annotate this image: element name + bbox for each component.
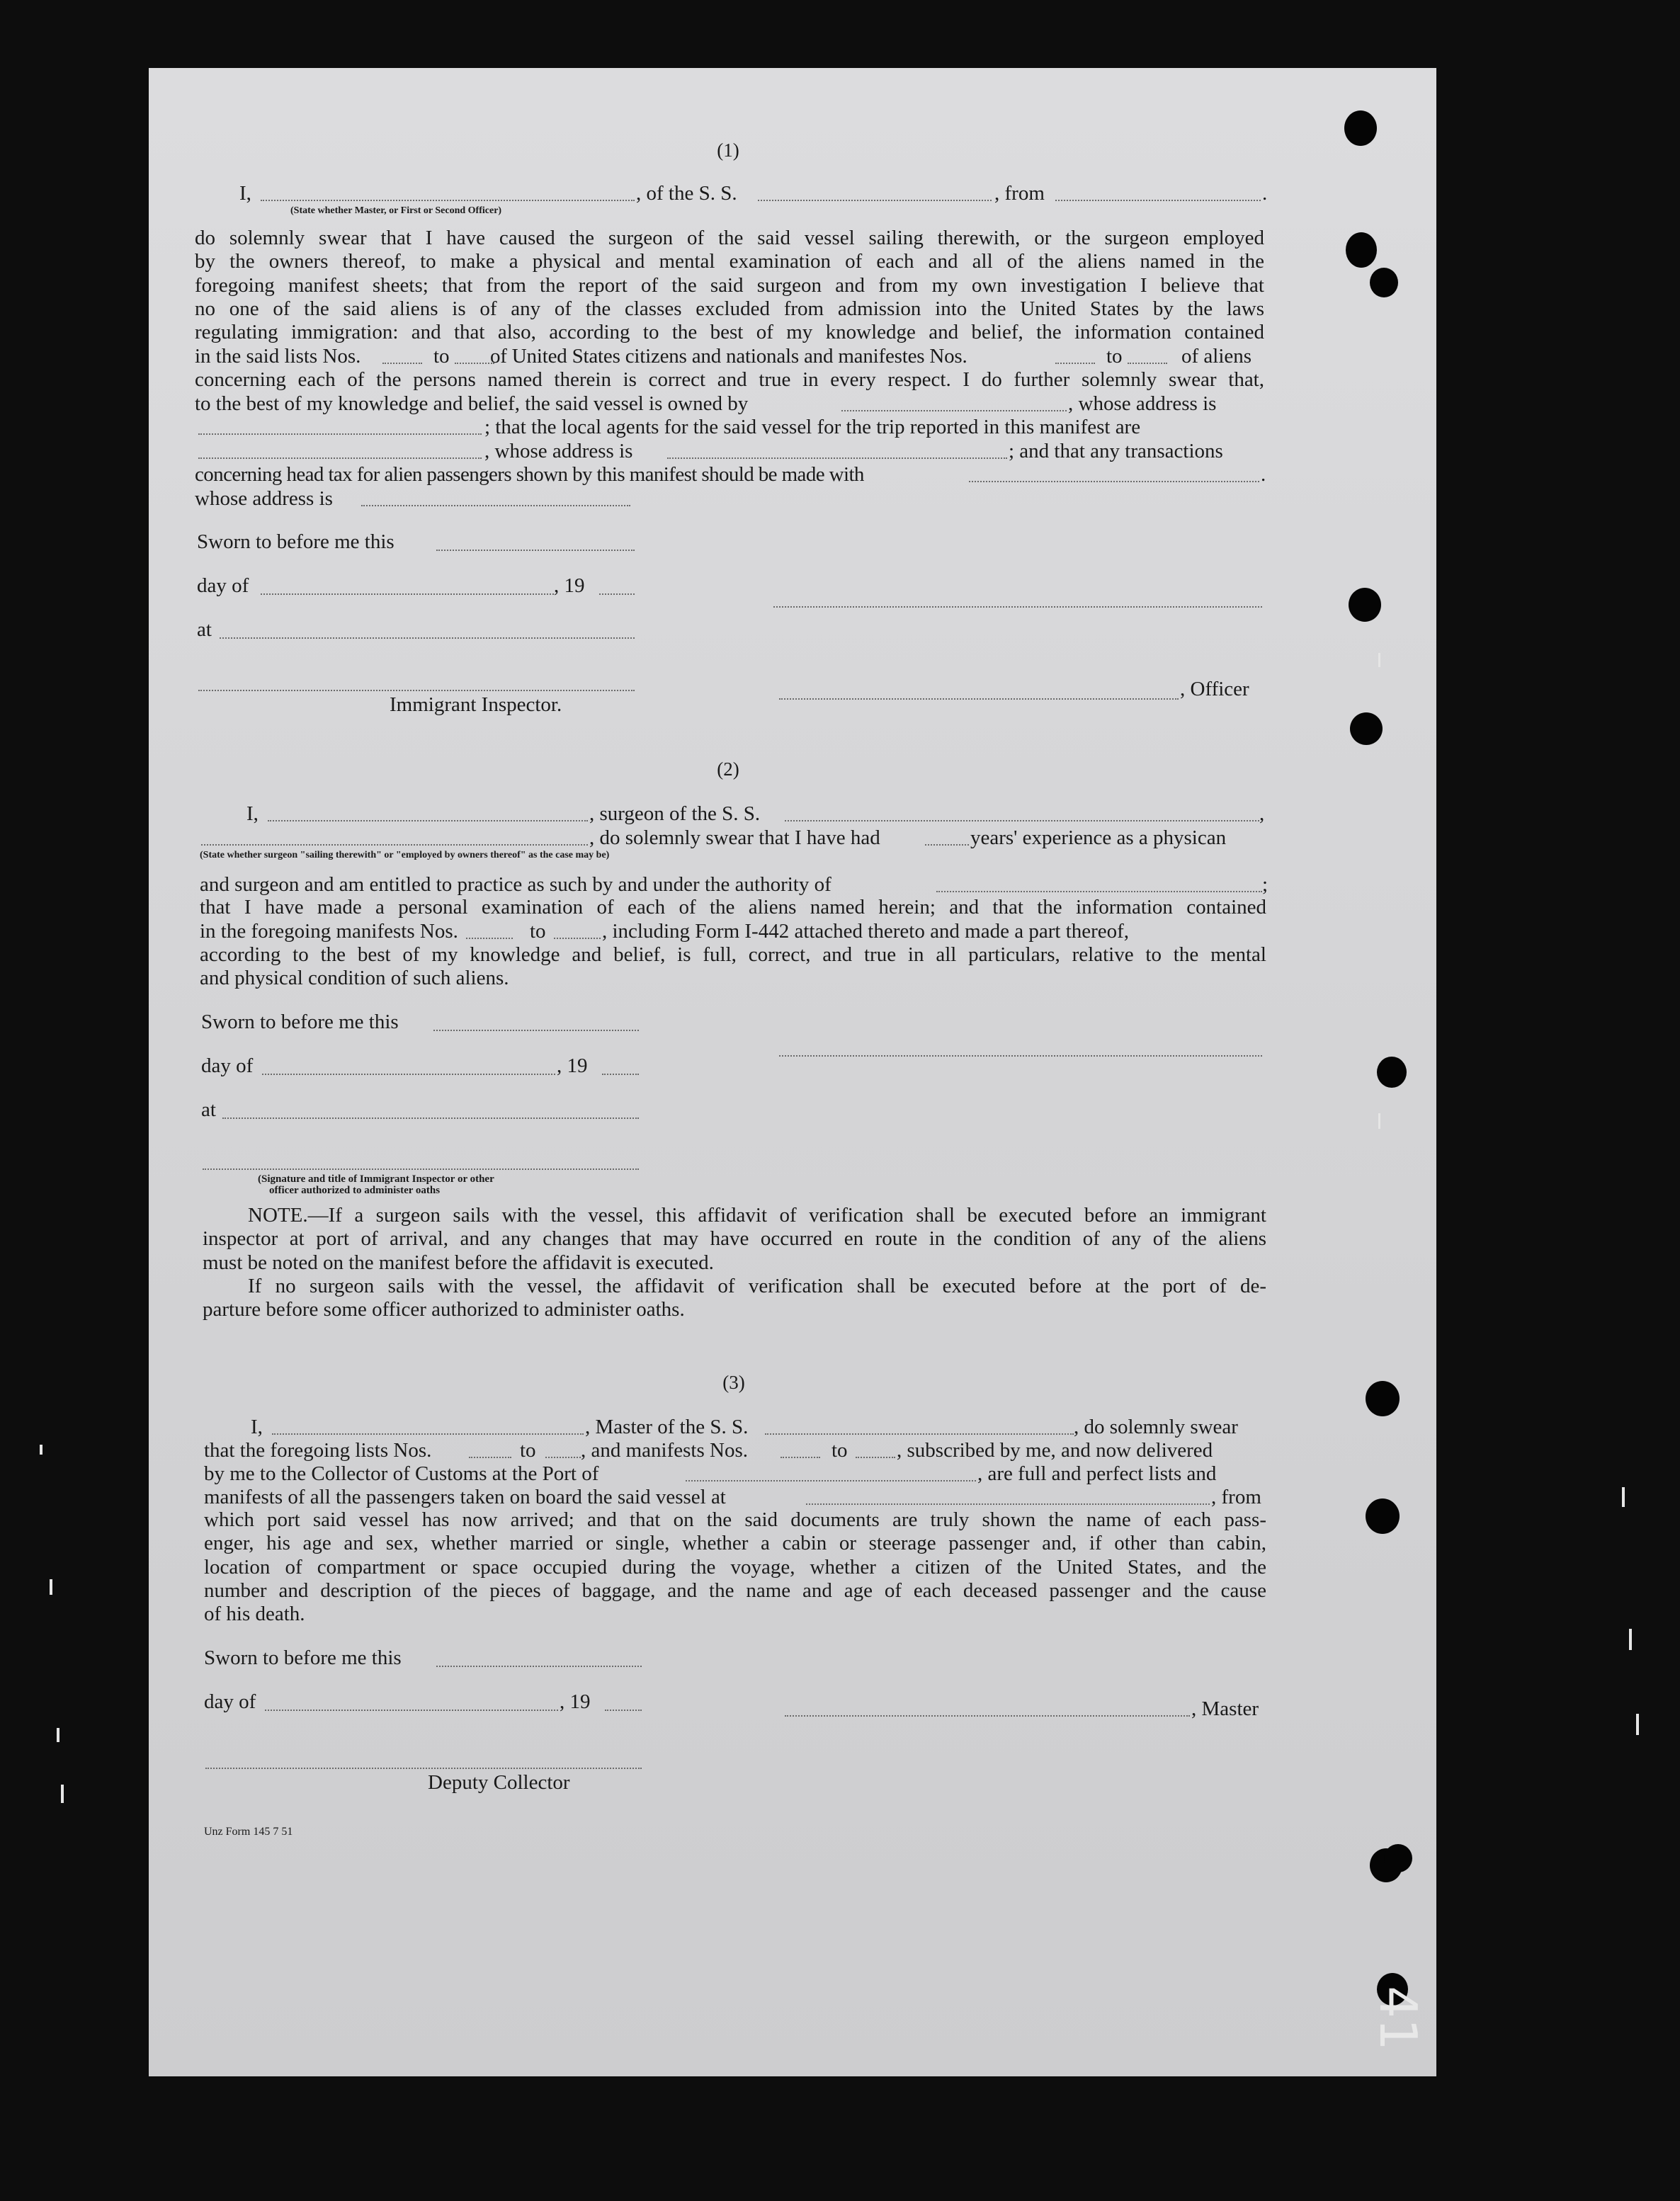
agents-address-label: , whose address is — [484, 440, 633, 462]
officer-signature-line-upper[interactable] — [773, 606, 1262, 608]
form-i442-label: , including Form I-442 attached thereto and made a part thereof, — [602, 920, 1130, 943]
of-aliens-label: of aliens — [1181, 345, 1252, 368]
margin-mark — [1378, 653, 1380, 667]
from-port-field[interactable] — [1055, 200, 1261, 201]
at-label-2: at — [201, 1098, 216, 1121]
master-lists-from-field[interactable] — [469, 1457, 511, 1458]
years-experience-field[interactable] — [925, 844, 969, 846]
authority-label: and surgeon and am entitled to practice as such by and under the authority of — [200, 873, 832, 896]
month-field-1[interactable] — [261, 593, 554, 595]
year-field-1[interactable] — [599, 593, 635, 595]
section-2-body-tail: according to the best of my knowledge and belief, is full, correct, and true in all particulars, relative to the mental and physical condition of such aliens. — [200, 943, 1266, 990]
page-number: 41 — [1368, 1986, 1428, 2051]
head-tax-label: concerning head tax for alien passengers shown by this manifest should be made with — [195, 463, 864, 486]
master-manifests-to-field[interactable] — [856, 1457, 895, 1458]
local-agents-field[interactable] — [198, 457, 482, 459]
section-2-number: (2) — [717, 758, 739, 780]
officer-signature-line[interactable] — [779, 698, 1179, 700]
agents-address-field[interactable] — [667, 457, 1007, 459]
master-vessel-field[interactable] — [765, 1433, 1074, 1435]
day-of-label-1: day of — [197, 574, 249, 597]
at-label-1: at — [197, 618, 212, 641]
lists-from-field[interactable] — [382, 363, 422, 364]
punch-hole — [1344, 110, 1377, 146]
section-1-from: , from — [994, 182, 1045, 205]
at-place-field-2[interactable] — [222, 1117, 639, 1119]
section-3-number: (3) — [722, 1372, 745, 1393]
surgeon-manifests-to-label: to — [530, 920, 546, 943]
vessel-name-field[interactable] — [758, 200, 992, 201]
master-manifests-to-label: to — [832, 1439, 848, 1462]
year-field-3[interactable] — [605, 1710, 642, 1711]
margin-mark — [50, 1579, 52, 1595]
day-of-label-2: day of — [201, 1054, 254, 1077]
from-label: , from — [1211, 1486, 1261, 1508]
punch-hole — [1350, 712, 1383, 745]
sworn-label-2: Sworn to before me this — [201, 1011, 399, 1033]
year-field-2[interactable] — [602, 1074, 639, 1075]
section-1-i: I, — [239, 182, 251, 205]
collector-port-field[interactable] — [686, 1480, 976, 1481]
lists-to-label: to — [433, 345, 450, 368]
sworn-label-3: Sworn to before me this — [204, 1647, 402, 1669]
section-1-concerning: concerning each of the persons named therein is correct and true in every respect. I do further solemnly swear that, — [195, 368, 1264, 391]
surgeon-manifests-from-field[interactable] — [466, 938, 513, 939]
punch-hole — [1349, 588, 1381, 622]
master-manifests-label: , and manifests Nos. — [581, 1439, 748, 1462]
whose-address-label: whose address is — [195, 487, 333, 510]
head-tax-period: . — [1261, 463, 1266, 486]
master-lists-to-label: to — [520, 1439, 536, 1462]
lists-nos-label: in the said lists Nos. — [195, 345, 361, 368]
signature-caption-2: officer authorized to administer oaths — [269, 1185, 441, 1196]
month-field-2[interactable] — [262, 1074, 555, 1075]
punch-hole — [1377, 1057, 1407, 1088]
master-of-ss-label: , Master of the S. S. — [585, 1416, 749, 1438]
owner-field[interactable] — [841, 410, 1067, 411]
punch-hole — [1346, 232, 1377, 268]
sworn-day-field-1[interactable] — [436, 550, 635, 551]
master-name-field[interactable] — [272, 1433, 584, 1435]
section-1-period: . — [1262, 182, 1268, 205]
surgeon-of-ss-label: , surgeon of the S. S. — [589, 802, 761, 825]
year-label-2: , 19 — [557, 1054, 588, 1077]
signature-caption-1: (Signature and title of Immigrant Inspector or other — [258, 1173, 494, 1185]
swear-experience-label: , do solemnly swear that I have had — [589, 826, 880, 849]
master-manifests-from-field[interactable] — [781, 1457, 820, 1458]
officer-name-field[interactable] — [261, 200, 635, 201]
subscribed-label: , subscribed by me, and now delivered — [897, 1439, 1213, 1462]
margin-mark — [1622, 1487, 1625, 1507]
margin-mark — [1629, 1629, 1632, 1650]
punch-hole — [1366, 1498, 1400, 1534]
inspector-signature-line-2[interactable] — [203, 1168, 639, 1170]
owner-address-field[interactable] — [198, 433, 482, 435]
note-paragraph: NOTE.—If a surgeon sails with the vessel, this affidavit of verification shall be executed before an immigrant inspector at port of arrival, and any changes that may have occurred en route in the condition of any of the aliens must be noted on the manifest before the affidavit is executed. — [203, 1204, 1266, 1274]
master-lists-label: that the foregoing lists Nos. — [204, 1439, 432, 1462]
margin-mark — [1378, 1113, 1380, 1129]
year-label-3: , 19 — [560, 1690, 591, 1713]
collector-port-label: by me to the Collector of Customs at the Port of — [204, 1462, 599, 1485]
section-3-body: which port said vessel has now arrived; and that on the said documents are truly shown the name of each pass- enger, his age and sex, whether married or single, whether a cabin or steerage passenger and, if other than cabin, location of compartment or space occupied during the voyage, whether a citizen of the United States, and the number and description of the pieces of baggage, and the name and age of each deceased passenger and the cause of his death. — [204, 1508, 1266, 1626]
margin-mark — [57, 1728, 59, 1742]
master-label: , Master — [1191, 1697, 1259, 1720]
surgeon-signature-line[interactable] — [779, 1055, 1262, 1057]
section-2-comma: , — [1259, 802, 1265, 825]
punch-hole — [1384, 1844, 1412, 1872]
deputy-collector-label: Deputy Collector — [428, 1771, 570, 1794]
note-2-paragraph: If no surgeon sails with the vessel, the affidavit of verification shall be executed before at the port of de- parture before some officer authorized to administer oaths. — [203, 1275, 1266, 1321]
form-number: Unz Form 145 7 51 — [204, 1826, 293, 1838]
punch-hole — [1366, 1381, 1400, 1416]
section-1-of-ss: , of the S. S. — [636, 182, 737, 205]
surgeon-manifests-to-field[interactable] — [554, 938, 601, 939]
section-2-exam-line: that I have made a personal examination of each of the aliens named herein; and that the information contained — [200, 896, 1266, 918]
manifest-affidavit-page — [149, 68, 1436, 2076]
authority-semicolon: ; — [1262, 873, 1268, 896]
officer-label: , Officer — [1180, 678, 1249, 700]
boarded-at-label: manifests of all the passengers taken on board the said vessel at — [204, 1486, 726, 1508]
owned-by-label: to the best of my knowledge and belief, the said vessel is owned by — [195, 392, 749, 415]
surgeon-vessel-field[interactable] — [785, 820, 1259, 821]
at-place-field-1[interactable] — [220, 637, 635, 639]
section-3-i: I, — [251, 1416, 263, 1438]
years-experience-label: years' experience as a physican — [970, 826, 1227, 849]
day-of-label-3: day of — [204, 1690, 256, 1713]
manifests-from-field[interactable] — [1055, 363, 1095, 364]
section-1-body: do solemnly swear that I have caused the surgeon of the said vessel sailing therewith, or the surgeon employed by the owners thereof, to make a physical and mental examination of each and all of the aliens named in the foregoing manifest sheets; that from the report of the said surgeon and from my own investigation I believe that no one of the said aliens is of any of the classes excluded from admission into the United States by the laws regulating immigration: and that also, according to the best of my knowledge and belief, the information contained — [195, 227, 1264, 344]
section-2-i: I, — [246, 802, 259, 825]
master-lists-to-field[interactable] — [545, 1457, 581, 1458]
master-swear-label: , do solemnly swear — [1074, 1416, 1238, 1438]
lists-to-field[interactable] — [455, 363, 494, 364]
inspector-signature-line-1[interactable] — [198, 690, 635, 691]
deputy-collector-signature-line[interactable] — [205, 1768, 642, 1769]
owner-address-label: , whose address is — [1068, 392, 1217, 415]
sworn-day-field-2[interactable] — [433, 1030, 639, 1031]
punch-hole — [1370, 268, 1398, 297]
margin-mark — [1636, 1714, 1639, 1735]
surgeon-name-field[interactable] — [268, 820, 588, 821]
margin-mark — [40, 1445, 42, 1455]
full-lists-label: , are full and perfect lists and — [977, 1462, 1217, 1485]
immigrant-inspector-label: Immigrant Inspector. — [390, 693, 562, 716]
manifests-nos-label: of United States citizens and nationals and manifestes Nos. — [490, 345, 967, 368]
head-tax-field[interactable] — [969, 481, 1259, 482]
head-tax-address-field[interactable] — [361, 505, 630, 506]
sworn-label-1: Sworn to before me this — [197, 530, 395, 553]
manifests-to-field[interactable] — [1128, 363, 1167, 364]
boarded-port-field[interactable] — [806, 1503, 1210, 1505]
master-signature-line[interactable] — [785, 1715, 1190, 1717]
section-1-caption: (State whether Master, or First or Second Officer) — [290, 205, 502, 216]
transactions-label: ; and that any transactions — [1009, 440, 1223, 462]
surgeon-status-field[interactable] — [201, 844, 588, 846]
manifests-to-label: to — [1106, 345, 1123, 368]
year-label-1: , 19 — [554, 574, 585, 597]
section-1-number: (1) — [717, 140, 739, 161]
month-field-3[interactable] — [265, 1710, 558, 1711]
foregoing-manifests-label: in the foregoing manifests Nos. — [200, 920, 458, 943]
sworn-day-field-3[interactable] — [436, 1666, 642, 1667]
section-2-caption: (State whether surgeon "sailing therewith" or "employed by owners thereof" as the case may be) — [200, 850, 610, 860]
authority-field[interactable] — [936, 891, 1262, 892]
local-agents-label: ; that the local agents for the said vessel for the trip reported in this manifest are — [484, 416, 1141, 438]
margin-mark — [61, 1785, 64, 1803]
